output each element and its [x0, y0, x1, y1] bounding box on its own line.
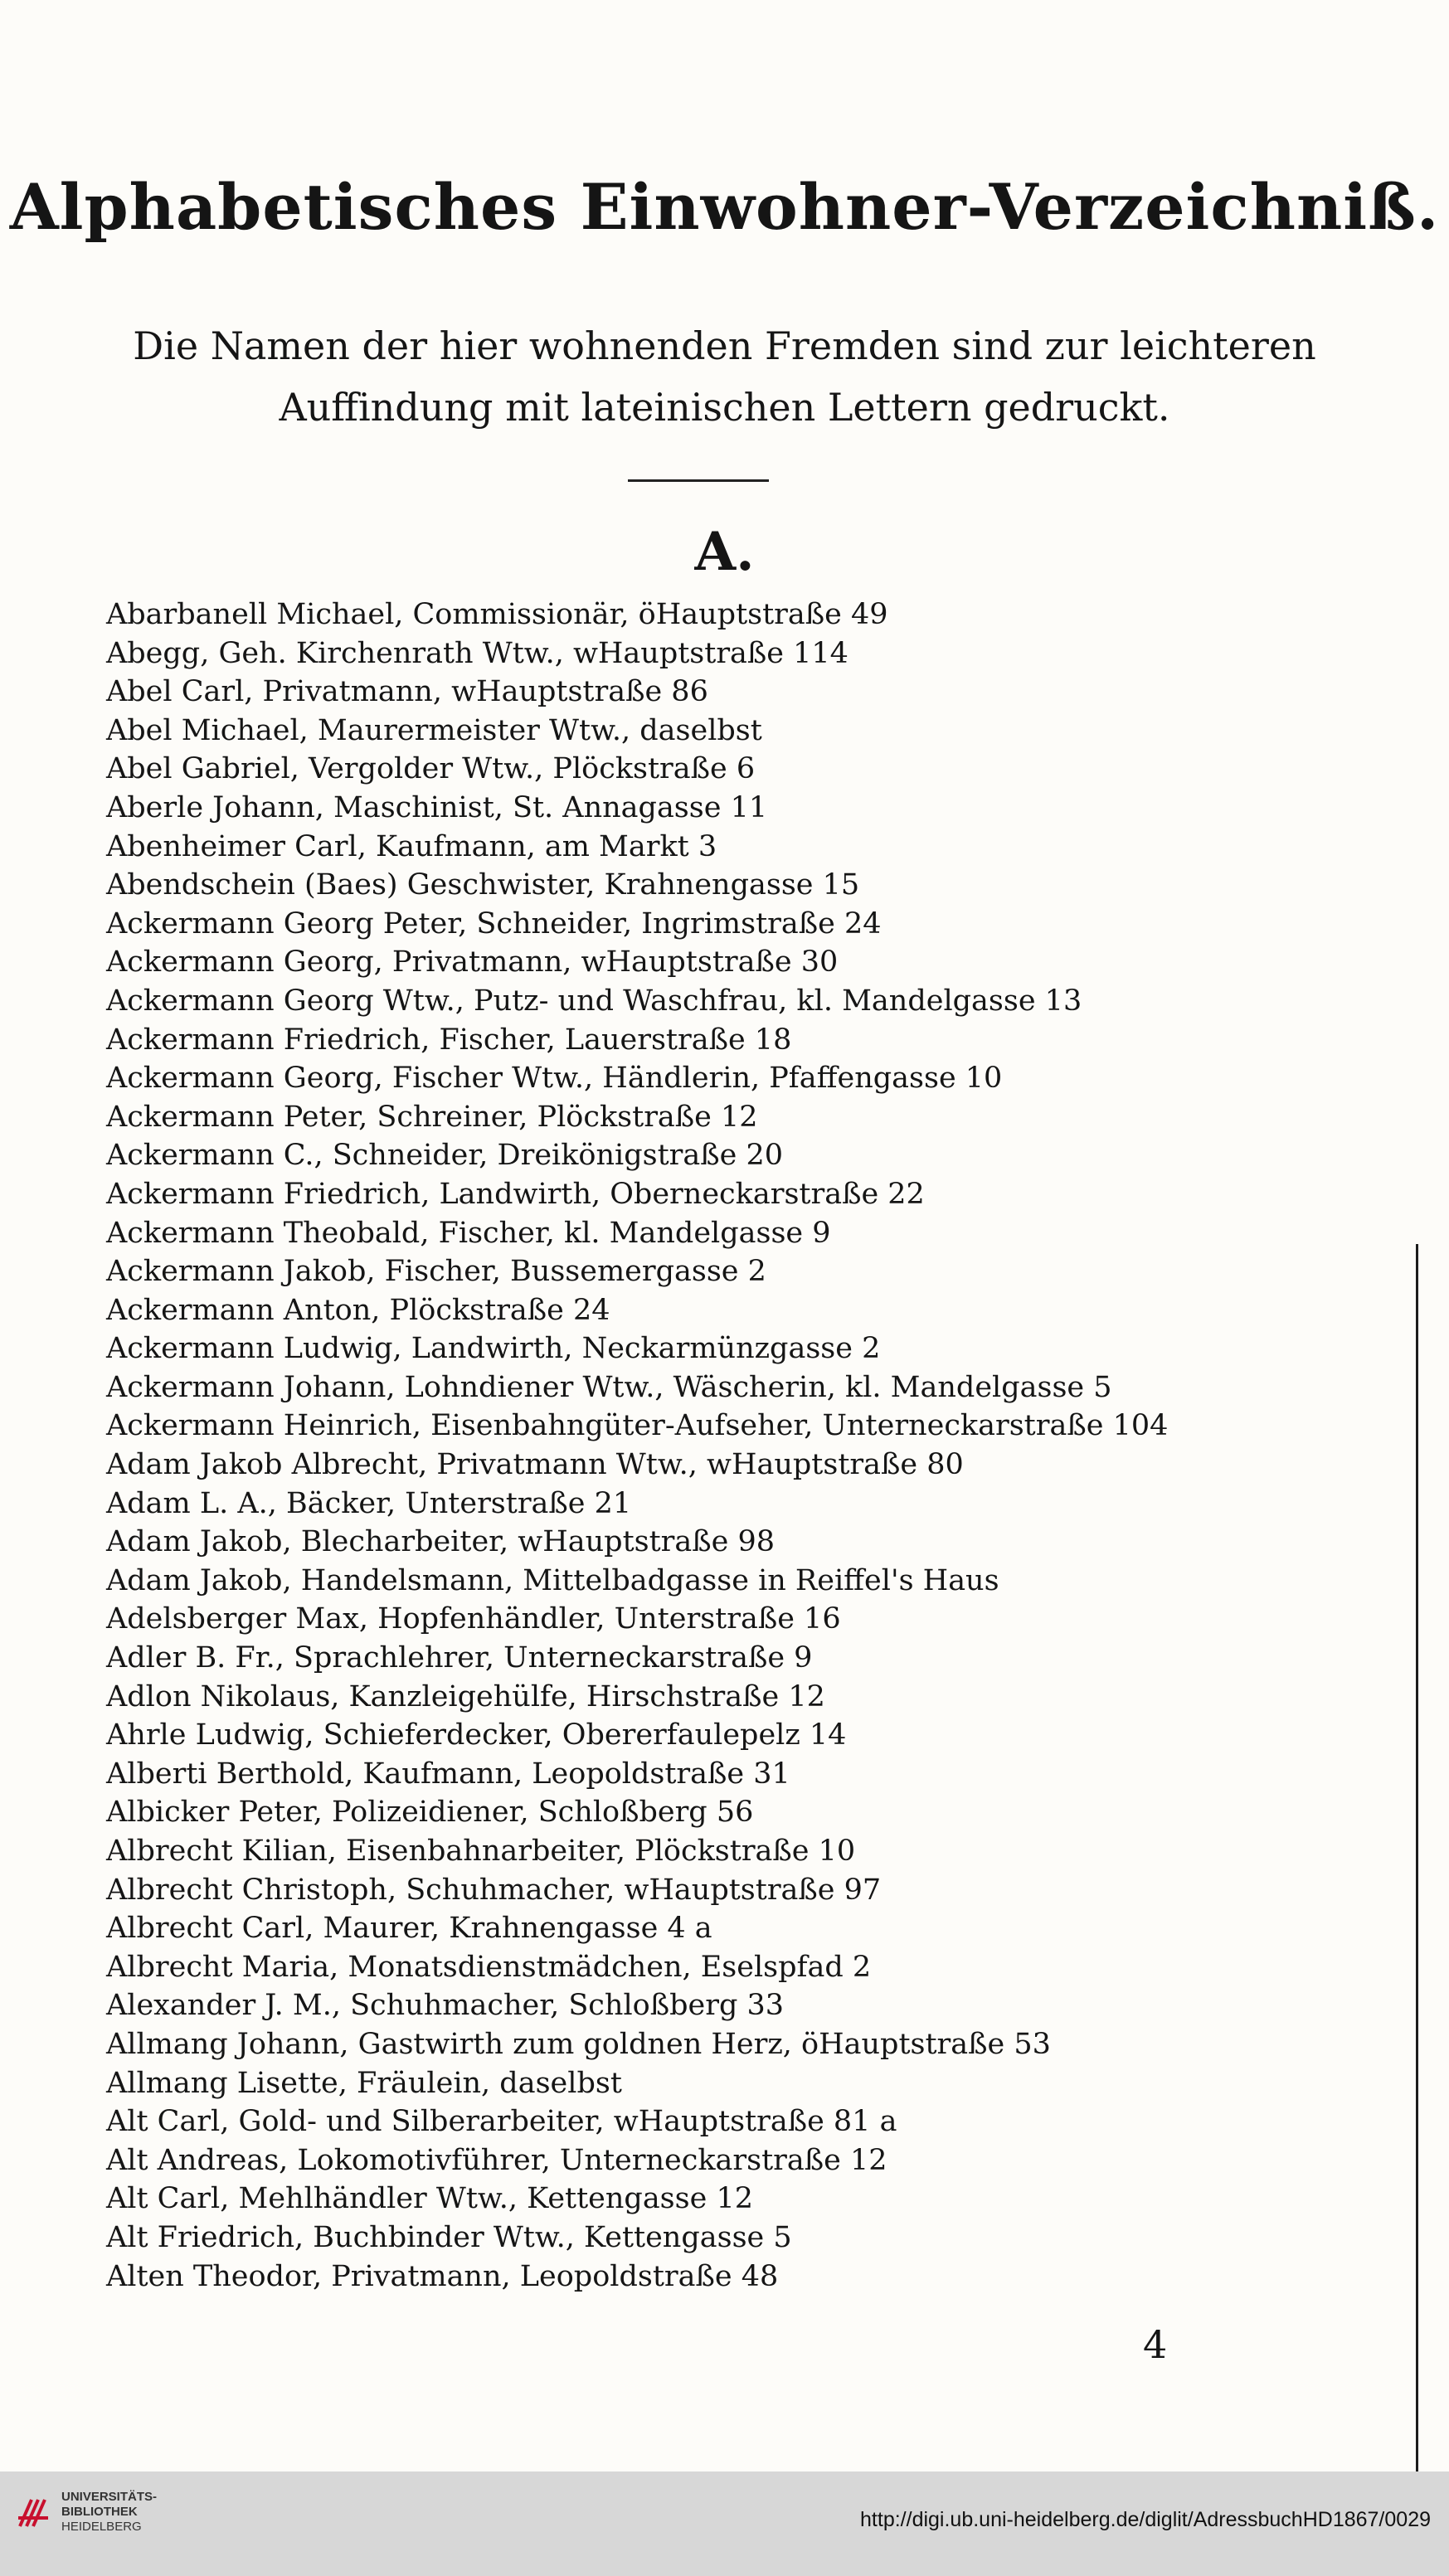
- resident-list: [106, 595, 1367, 2296]
- list-item: Ackermann C., Schneider, Dreikönigstraße 20: [106, 1139, 784, 1173]
- page-title: Alphabetisches Einwohner-Verzeichniß.: [9, 170, 1440, 244]
- list-item: Ackermann Friedrich, Landwirth, Oberneckarstraße 22: [106, 1177, 925, 1211]
- list-item: Albrecht Maria, Monatsdienstmädchen, Eselspfad 2: [106, 1950, 872, 1984]
- list-item: Abendschein (Baes) Geschwister, Krahnengasse 15: [106, 868, 860, 902]
- logo-line-3: HEIDELBERG: [61, 2520, 142, 2534]
- page-subtitle: [0, 315, 1449, 438]
- logo-line-1: UNIVERSITÄTS-: [61, 2490, 158, 2504]
- list-item: Abel Gabriel, Vergolder Wtw., Plöckstraße 6: [106, 752, 756, 786]
- list-item: Adam Jakob, Handelsmann, Mittelbadgasse in Reiffel's Haus: [106, 1563, 999, 1597]
- list-item: Alexander J. M., Schuhmacher, Schloßberg 33: [106, 1989, 785, 2023]
- list-item: Ackermann Georg Wtw., Putz- und Waschfrau, kl. Mandelgasse 13: [106, 984, 1082, 1018]
- list-item: Ackermann Georg, Privatmann, wHauptstraße 30: [106, 945, 839, 979]
- list-item: Ackermann Georg, Fischer Wtw., Händlerin, Pfaffengasse 10: [106, 1062, 1003, 1096]
- page-number: 4: [1143, 2322, 1168, 2367]
- list-item: Ackermann Ludwig, Landwirth, Neckarmünzgasse 2: [106, 1332, 881, 1366]
- list-item: Alten Theodor, Privatmann, Leopoldstraße 48: [106, 2259, 779, 2293]
- list-item: Adam Jakob, Blecharbeiter, wHauptstraße 98: [106, 1525, 776, 1559]
- list-item: Aberle Johann, Maschinist, St. Annagasse 11: [106, 790, 768, 824]
- list-item: Adler B. Fr., Sprachlehrer, Unterneckarstraße 9: [106, 1641, 813, 1675]
- list-item: Albicker Peter, Polizeidiener, Schloßberg 56: [106, 1796, 754, 1830]
- library-logo-icon: [15, 2493, 53, 2531]
- list-item: Ackermann Johann, Lohndiener Wtw., Wäscherin, kl. Mandelgasse 5: [106, 1370, 1112, 1404]
- list-item: Abegg, Geh. Kirchenrath Wtw., wHauptstraße 114: [106, 636, 848, 670]
- list-item: Alberti Berthold, Kaufmann, Leopoldstraße 31: [106, 1757, 790, 1791]
- library-logo-text: [61, 2490, 157, 2535]
- list-item: Alt Andreas, Lokomotivführer, Unterneckarstraße 12: [106, 2143, 887, 2177]
- list-item: Ackermann Friedrich, Fischer, Lauerstraße 18: [106, 1023, 792, 1057]
- section-letter: A.: [694, 521, 755, 583]
- list-item: Adam Jakob Albrecht, Privatmann Wtw., wHauptstraße 80: [106, 1448, 964, 1482]
- list-item: Ahrle Ludwig, Schieferdecker, Obererfaulepelz 14: [106, 1718, 847, 1752]
- list-item: Ackermann Heinrich, Eisenbahngüter-Aufseher, Unterneckarstraße 104: [106, 1409, 1169, 1443]
- source-url-link[interactable]: http://digi.ub.uni-heidelberg.de/diglit/AdressbuchHD1867/0029: [860, 2508, 1431, 2531]
- subtitle-line-1: Die Namen der hier wohnenden Fremden sind zur leichteren: [133, 323, 1316, 368]
- list-item: Allmang Lisette, Fräulein, daselbst: [106, 2066, 622, 2100]
- list-item: Ackermann Jakob, Fischer, Bussemergasse 2: [106, 1255, 766, 1289]
- list-item: Adlon Nikolaus, Kanzleigehülfe, Hirschstraße 12: [106, 1679, 825, 1713]
- divider-rule: [628, 479, 769, 482]
- list-item: Abarbanell Michael, Commissionär, öHauptstraße 49: [106, 598, 888, 631]
- list-item: Albrecht Christoph, Schuhmacher, wHauptstraße 97: [106, 1873, 882, 1907]
- list-item: Ackermann Georg Peter, Schneider, Ingrimstraße 24: [106, 906, 882, 940]
- library-logo[interactable]: [15, 2490, 157, 2535]
- list-item: Alt Friedrich, Buchbinder Wtw., Kettengasse 5: [106, 2220, 792, 2254]
- list-item: Abel Michael, Maurermeister Wtw., daselbst: [106, 713, 762, 747]
- list-item: Alt Carl, Mehlhändler Wtw., Kettengasse 12: [106, 2182, 753, 2216]
- list-item: Albrecht Kilian, Eisenbahnarbeiter, Plöckstraße 10: [106, 1835, 856, 1868]
- list-item: Adelsberger Max, Hopfenhändler, Unterstraße 16: [106, 1602, 841, 1636]
- subtitle-line-2: Auffindung mit lateinischen Lettern gedruckt.: [279, 385, 1170, 430]
- list-item: Ackermann Theobald, Fischer, kl. Mandelgasse 9: [106, 1216, 831, 1250]
- logo-line-2: BIBLIOTHEK: [61, 2505, 138, 2519]
- list-item: Albrecht Carl, Maurer, Krahnengasse 4 a: [106, 1912, 712, 1946]
- scan-edge-line: [1416, 1244, 1418, 2472]
- list-item: Alt Carl, Gold- und Silberarbeiter, wHauptstraße 81 a: [106, 2105, 897, 2139]
- list-item: Adam L. A., Bäcker, Unterstraße 21: [106, 1486, 632, 1520]
- list-item: Ackermann Peter, Schreiner, Plöckstraße 12: [106, 1100, 758, 1134]
- list-item: Abel Carl, Privatmann, wHauptstraße 86: [106, 675, 708, 709]
- list-item: Allmang Johann, Gastwirth zum goldnen Herz, öHauptstraße 53: [106, 2027, 1051, 2061]
- footer-bar: [0, 2472, 1449, 2576]
- list-item: Abenheimer Carl, Kaufmann, am Markt 3: [106, 829, 717, 863]
- list-item: Ackermann Anton, Plöckstraße 24: [106, 1293, 610, 1327]
